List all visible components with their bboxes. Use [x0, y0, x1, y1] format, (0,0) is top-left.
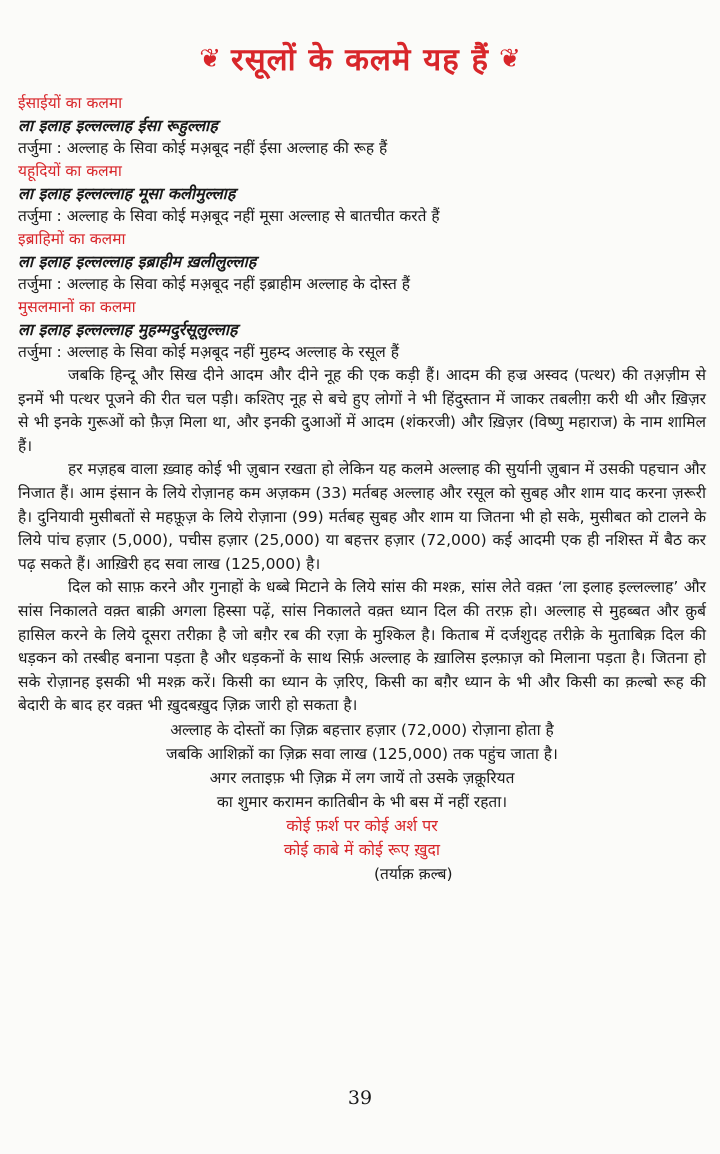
section-heading: ईसाईयों का कलमा: [18, 94, 123, 112]
body-paragraph-1: जबकि हिन्दू और सिख दीने आदम और दीने नूह की एक कड़ी हैं। आदम की हज्र अस्वद (पत्थर) की तअ़ज़ीम से इनमें भी पत्थर पूजने की रीत चल पड़ी। कश्तिए नूह से बचे हुए लोगों ने भी हिंदुस्तान में जाकर तबलीग़ करी थी और ख़िज़र से भी इनके गुरूओं को फ़ैज़ मिला था, और इनकी दुआओं में आदम (शंकरजी) और ख़िज़र (विष्णु महाराज) के नाम शामिल हैं।: [18, 366, 706, 455]
verse-line: अगर लताइफ़ भी ज़िक्र में लग जायें तो उसके ज़क़ूरियत: [209, 768, 515, 787]
page-title: रसूलों के कलमे यह हैं: [231, 42, 489, 78]
kalma-text: ला इलाह इल्लल्लाह इब्राहीम ख़लीलुल्लाह: [18, 252, 257, 271]
verse-block: [18, 718, 706, 886]
page-number: 39: [347, 1087, 373, 1109]
kalma-text: ला इलाह इल्लल्लाह मूसा कलीमुल्लाह: [18, 184, 236, 203]
red-verse-line: कोई फ़र्श पर कोई अर्श पर: [286, 815, 438, 835]
verse-line: अल्लाह के दोस्तों का ज़िक्र बहत्तार हज़ार (72,000) रोज़ाना होता है: [170, 720, 554, 739]
right-ornament-icon: ❦: [498, 44, 521, 74]
kalma-text: ला इलाह इल्लल्लाह ईसा रूहुल्लाह: [18, 116, 218, 135]
section-heading: मुसलमानों का कलमा: [18, 298, 136, 316]
kalma-section-3: [18, 228, 706, 296]
verse-line: जबकि आशिक़ों का ज़िक्र सवा लाख (125,000) तक पहुंच जाता है।: [166, 744, 558, 763]
source-attribution: (तर्याक़ क़ल्ब): [374, 864, 453, 883]
translation-text: तर्जुमा : अल्लाह के सिवा कोई मअ़बूद नहीं मूसा अल्लाह से बातचीत करते हैं: [18, 207, 440, 225]
title-row: [0, 38, 720, 80]
verse-line: का शुमार करामन कातिबीन के भी बस में नहीं रहता।: [216, 792, 508, 811]
translation-text: तर्जुमा : अल्लाह के सिवा कोई मअ़बूद नहीं ईसा अल्लाह की रूह हैं: [18, 139, 388, 157]
kalma-text: ला इलाह इल्लल्लाह मुहम्मदुर्रसूलुल्लाह: [18, 320, 238, 339]
left-ornament-icon: ❦: [199, 44, 222, 74]
body-paragraph-2: हर मज़हब वाला ख़्वाह कोई भी ज़ुबान रखता हो लेकिन यह कलमे अल्लाह की सुर्यानी ज़ुबान में उसकी पहचान और निजात हैं। आम इंसान के लिये रोज़ानह कम अज़कम (33) मर्तबह अल्लाह और रसूल को सुबह और शाम याद करना ज़रूरी है। दुनियावी मुसीबतों से महफ़ूज़ के लिये रोज़ाना (99) मर्तबह सुबह और शाम या जितना भी हो सके, मुसीबत को टालने के लिये पांच हज़ार (5,000), पचीस हज़ार (25,000) या बहत्तर हज़ार (72,000) कई आदमी एक ही नशिस्त में बैठ कर पढ़ सकते हैं। आख़िरी हद सवा लाख (125,000) है।: [18, 460, 706, 573]
translation-text: तर्जुमा : अल्लाह के सिवा कोई मअ़बूद नहीं मुहम्द अल्लाह के रसूल हैं: [18, 343, 399, 361]
page-content: [18, 92, 706, 886]
section-heading: यहूदियों का कलमा: [18, 162, 122, 180]
body-paragraph-3: दिल को साफ़ करने और गुनाहों के धब्बे मिटाने के लिये सांस की मश्क़, सांस लेते वक़्त ‘ला इलाह इल्लल्लाह’ और सांस निकालते वक़्त बाक़ी अगला हिस्सा पढ़ें, सांस निकालते वक़्त ध्यान दिल की तरफ़ हो। अल्लाह से मुहब्बत और क़ुर्ब हासिल करने के लिये दूसरा तरीक़ा है जो बग़ैर रब की रज़ा के मुश्किल है। किताब में दर्जशुदह तरीक़े के मुताबिक़ दिल की धड़कन को तस्बीह बनाना पड़ता है और धड़कनों के साथ सिर्फ़ अल्लाह के ख़ालिस इल्फ़ाज़ को मिलाना पड़ता है। जितना हो सके रोज़ानह इसकी भी मश्क़ करें। किसी का ध्यान के ज़रिए, किसी का बग़ैर ध्यान के भी और किसी का क़ल्बो रूह की बेदारी के बाद हर वक़्त भी ख़ुदबख़ुद ज़िक्र जारी हो सकता है।: [18, 578, 706, 715]
kalma-section-4: [18, 296, 706, 364]
translation-text: तर्जुमा : अल्लाह के सिवा कोई मअ़बूद नहीं इब्राहीम अल्लाह के दोस्त हैं: [18, 275, 410, 293]
kalma-section-1: [18, 92, 706, 160]
red-verse-line: कोई काबे में कोई रूए ख़ुदा: [283, 839, 441, 859]
kalma-section-2: [18, 160, 706, 228]
section-heading: इब्राहिमों का कलमा: [18, 230, 126, 248]
